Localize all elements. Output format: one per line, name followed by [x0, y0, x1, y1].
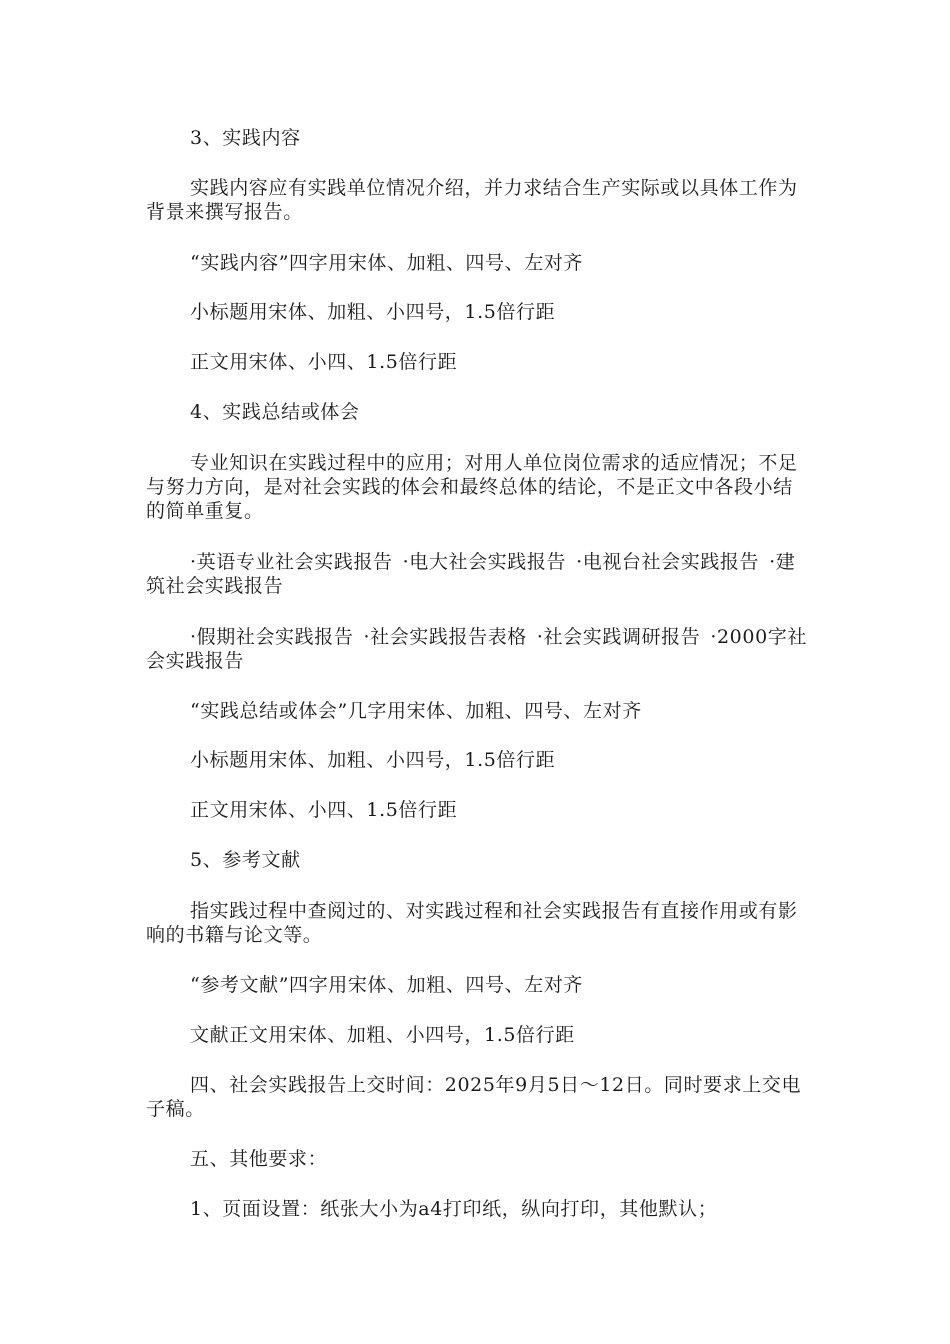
paragraph-format-references-body: 文献正文用宋体、加粗、小四号，1.5倍行距 — [190, 1024, 575, 1046]
related-link[interactable]: ·假期社会实践报告 — [190, 626, 354, 648]
section-heading-other-requirements: 五、其他要求： — [190, 1148, 328, 1170]
related-link[interactable]: ·社会实践调研报告 — [536, 626, 701, 648]
paragraph-format-body: 正文用宋体、小四、1.5倍行距 — [190, 799, 458, 821]
paragraph-summary: 专业知识在实践过程中的应用；对用人单位岗位需求的适应情况；不足与努力方向，是对社会实践的体会和最终总体的结论，不是正文中各段小结的简单重复。 — [146, 452, 798, 522]
paragraph-format-summary-title: “实践总结或体会”几字用宋体、加粗、四号、左对齐 — [190, 700, 642, 722]
related-link[interactable]: ·电视台社会实践报告 — [576, 551, 760, 573]
paragraph-practice-content: 实践内容应有实践单位情况介绍，并力求结合生产实际或以具体工作为背景来撰写报告。 — [146, 177, 798, 223]
paragraph-format-title: “实践内容”四字用宋体、加粗、四号、左对齐 — [190, 252, 584, 274]
related-link[interactable]: ·电大社会实践报告 — [402, 551, 567, 573]
related-link[interactable]: ·建筑社会实践报告 — [146, 551, 796, 597]
related-link[interactable]: ·英语专业社会实践报告 — [190, 551, 393, 573]
related-link[interactable]: ·2000字社会实践报告 — [146, 626, 807, 672]
paragraph-format-subtitle: 小标题用宋体、加粗、小四号，1.5倍行距 — [190, 301, 556, 323]
related-links-row-2 — [146, 625, 808, 673]
section-heading-summary: 4、实践总结或体会 — [190, 401, 360, 423]
paragraph-references: 指实践过程中查阅过的、对实践过程和社会实践报告有直接作用或有影响的书籍与论文等。 — [146, 900, 798, 946]
paragraph-page-setup: 1、页面设置：纸张大小为a4打印纸，纵向打印，其他默认； — [190, 1198, 718, 1220]
paragraph-format-references-title: “参考文献”四字用宋体、加粗、四号、左对齐 — [190, 974, 584, 996]
related-links-row-1 — [146, 550, 808, 598]
paragraph-format-body: 正文用宋体、小四、1.5倍行距 — [190, 351, 458, 373]
section-heading-references: 5、参考文献 — [190, 849, 301, 871]
paragraph-format-subtitle: 小标题用宋体、加粗、小四号，1.5倍行距 — [190, 749, 556, 771]
section-heading-practice-content: 3、实践内容 — [190, 127, 301, 149]
related-link[interactable]: ·社会实践报告表格 — [363, 626, 527, 648]
paragraph-submission-time: 四、社会实践报告上交时间：2025年9月5日～12日。同时要求上交电子稿。 — [146, 1074, 802, 1120]
